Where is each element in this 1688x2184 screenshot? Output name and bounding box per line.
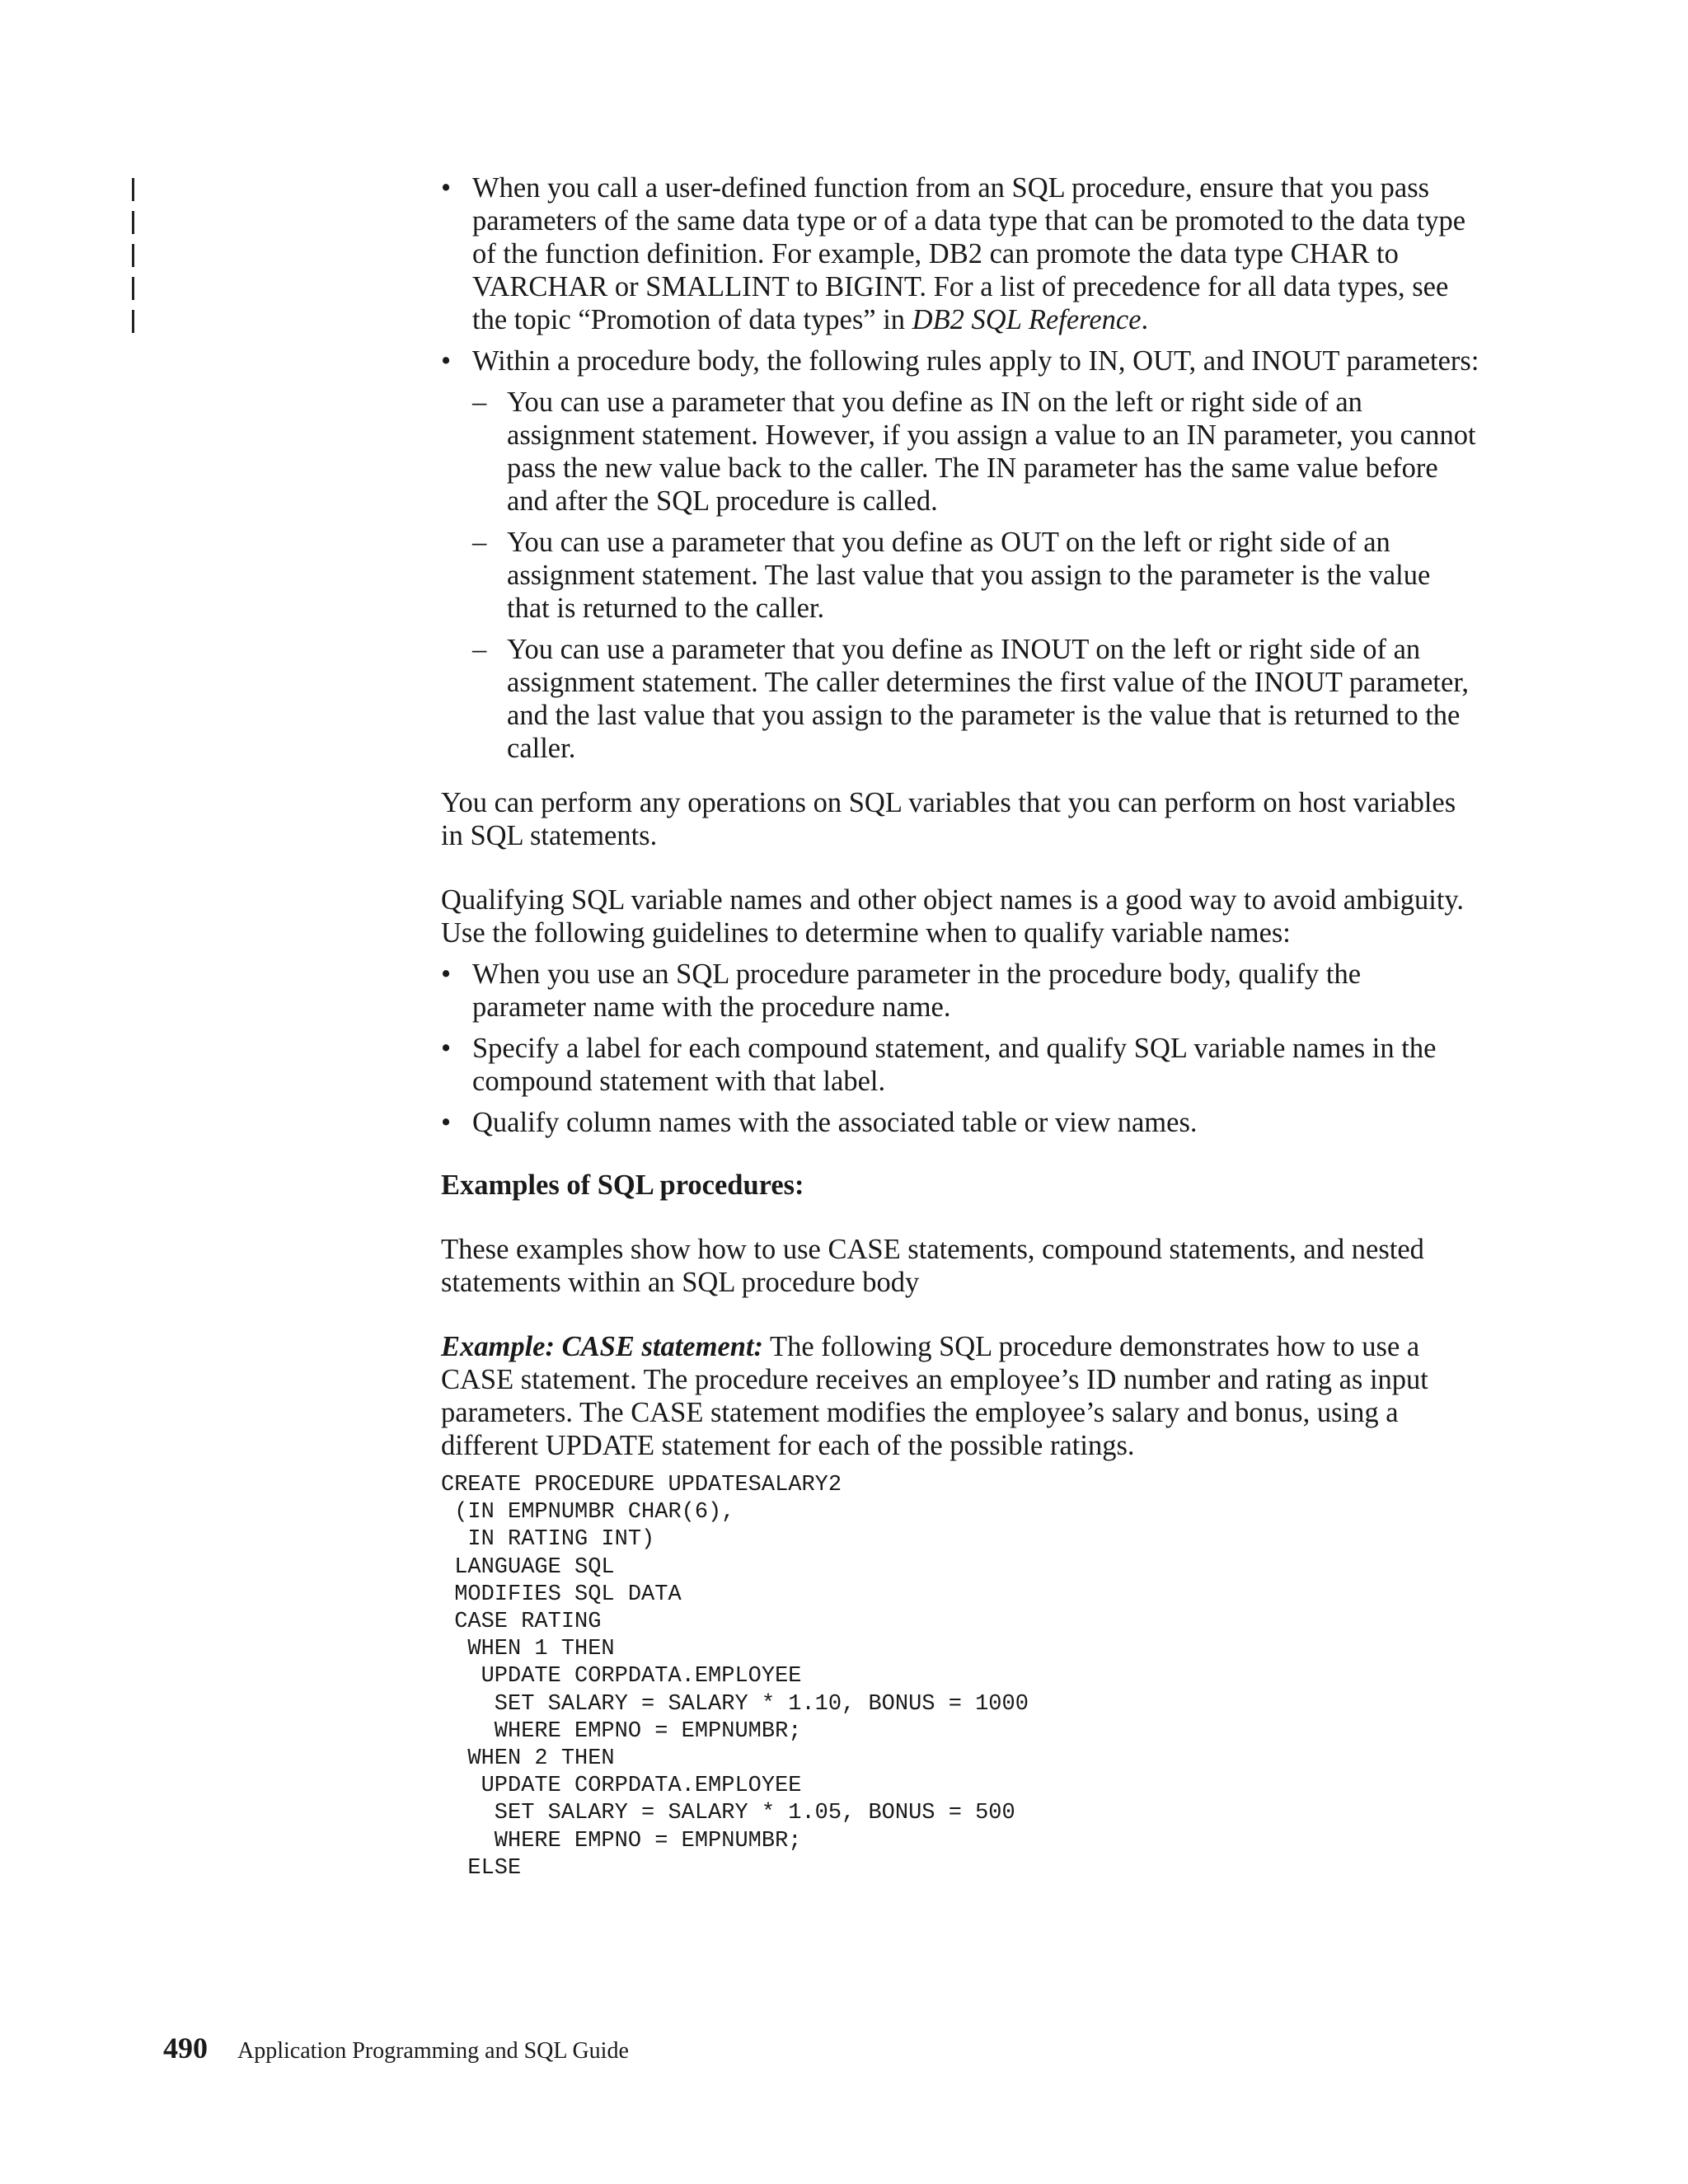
revision-bar [132, 211, 134, 234]
list-item: • Specify a label for each compound statement, and qualify SQL variable names in the compound statement with that label. [441, 1032, 1479, 1098]
reference-title: DB2 SQL Reference [912, 304, 1142, 335]
list-item: • Within a procedure body, the following rules apply to IN, OUT, and INOUT parameters: – You can use a parameter that you define as IN on the left or right side of an assignment statement. However, if you assign a value to an IN parameter, you cannot pass the new value back to the caller. The IN parameter has the same value before and after the SQL procedure is called. – You can use a parameter that you define as OUT on the left or right side of an assignment statement. The last value that you assign to the parameter is the value that is returned to the caller. – You can use a parameter that you define as INOUT on the left or right side of an assignment statement. The caller determines the first value of the INOUT parameter, and the last value that you assign to the parameter is the value that is returned to the caller. [441, 344, 1479, 765]
page-body [441, 171, 1479, 1882]
code-block: CREATE PROCEDURE UPDATESALARY2 (IN EMPNUMBR CHAR(6), IN RATING INT) LANGUAGE SQL MODIFIES SQL DATA CASE RATING WHEN 1 THEN UPDATE CORPDATA.EMPLOYEE SET SALARY = SALARY * 1.10, BONUS = 1000 WHERE EMPNO = EMPNUMBR; WHEN 2 THEN UPDATE CORPDATA.EMPLOYEE SET SALARY = SALARY * 1.05, BONUS = 500 WHERE EMPNO = EMPNUMBR; ELSE [441, 1473, 1029, 1881]
revision-bar [132, 310, 134, 333]
parameter-rules-sublist [472, 386, 1479, 765]
paragraph-operations: You can perform any operations on SQL variables that you can perform on host variables in SQL statements. [441, 787, 1456, 851]
list-item: • Qualify column names with the associated table or view names. [441, 1106, 1479, 1139]
book-title: Application Programming and SQL Guide [237, 2038, 629, 2064]
procedure-rules-list [441, 171, 1479, 765]
example-label: Example: CASE statement: [441, 1331, 764, 1362]
paragraph-case-example: Example: CASE statement: The following SQL procedure demonstrates how to use a CASE statement. The procedure receives an employee’s ID number and rating as input parameters. The CASE statement modifies the employee’s salary and bonus, using a different UPDATE statement for each of the possible ratings. [441, 1331, 1428, 1461]
revision-bar [132, 178, 134, 201]
list-item: – You can use a parameter that you define as IN on the left or right side of an assignment statement. However, if you assign a value to an IN parameter, you cannot pass the new value back to the caller. The IN parameter has the same value before and after the SQL procedure is called. [472, 386, 1479, 518]
qualify-guidelines-list [441, 958, 1479, 1139]
revision-bar [132, 244, 134, 267]
list-item: – You can use a parameter that you define as OUT on the left or right side of an assignment statement. The last value that you assign to the parameter is the value that is returned to the caller. [472, 526, 1479, 625]
paragraph-examples-intro: These examples show how to use CASE statements, compound statements, and nested statements within an SQL procedure body [441, 1234, 1424, 1298]
page-number: 490 [163, 2032, 208, 2064]
list-item: • When you call a user-defined function from an SQL procedure, ensure that you pass parameters of the same data type or of a data type that can be promoted to the data type of the function definition. For example, DB2 can promote the data type CHAR to VARCHAR or SMALLINT to BIGINT. For a list of precedence for all data types, see the topic “Promotion of data types” in DB2 SQL Reference. [441, 171, 1479, 336]
paragraph-qualifying: Qualifying SQL variable names and other object names is a good way to avoid ambiguity. Use the following guidelines to determine when to qualify variable names: [441, 884, 1465, 949]
page-footer [163, 2032, 629, 2068]
revision-bar [132, 277, 134, 300]
list-item: – You can use a parameter that you define as INOUT on the left or right side of an assignment statement. The caller determines the first value of the INOUT parameter, and the last value that you assign to the parameter is the value that is returned to the caller. [472, 633, 1479, 765]
list-item: • When you use an SQL procedure parameter in the procedure body, qualify the parameter name with the procedure name. [441, 958, 1479, 1024]
section-heading: Examples of SQL procedures: [441, 1169, 804, 1201]
